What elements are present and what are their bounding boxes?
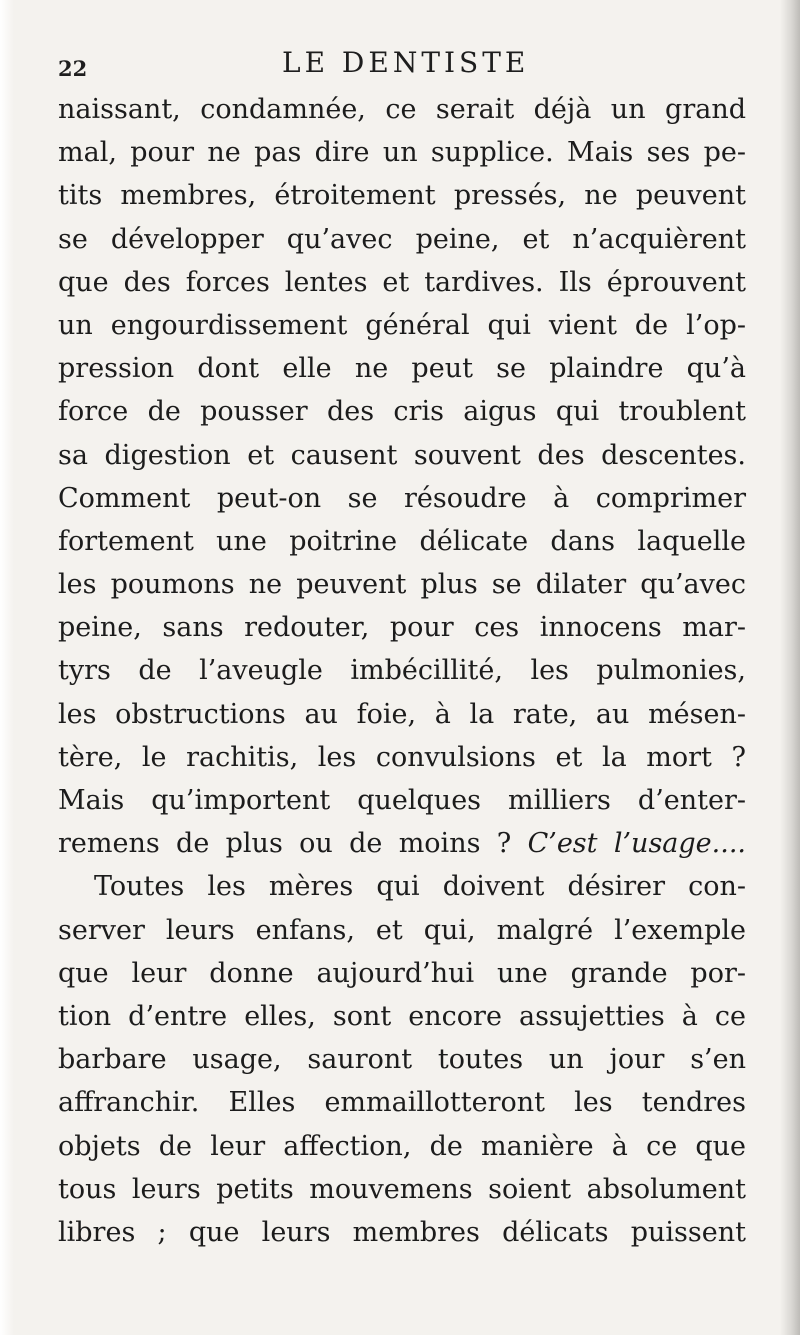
page-header: [58, 46, 744, 86]
text-line: tyrs de l’aveugle imbécillité, les pulmonies,: [58, 655, 746, 687]
text-line: affranchir. Elles emmaillotteront les tendres: [58, 1087, 746, 1119]
text-line: libres ; que leurs membres délicats puissent: [58, 1216, 746, 1248]
text-line: les obstructions au foie, à la rate, au mésen-: [58, 698, 746, 730]
text-line: que des forces lentes et tardives. Ils éprouvent: [58, 266, 746, 298]
text-line: objets de leur affection, de manière à ce que: [58, 1130, 746, 1162]
text-line: barbare usage, sauront toutes un jour s’en: [58, 1044, 746, 1076]
text-line: Mais qu’importent quelques milliers d’enter-: [58, 785, 746, 816]
paragraph-start-line: Toutes les mères qui doivent désirer con-: [94, 871, 746, 903]
text-line: les poumons ne peuvent plus se dilater qu’avec: [58, 569, 746, 601]
text-line: tous leurs petits mouvemens soient absolument: [58, 1173, 746, 1205]
text-line: pression dont elle ne peut se plaindre qu’à: [58, 353, 746, 385]
text-line: un engourdissement général qui vient de l’op-: [58, 309, 746, 341]
text-line-closing: [58, 822, 746, 865]
text-line: server leurs enfans, et qui, malgré l’exemple: [58, 914, 746, 946]
text-line: que leur donne aujourd’hui une grande por-: [58, 957, 746, 989]
running-head: LE DENTISTE: [282, 46, 530, 79]
text-line: se développer qu’avec peine, et n’acquièrent: [58, 223, 746, 255]
text-line: peine, sans redouter, pour ces innocens mar-: [58, 612, 746, 644]
text-line: Comment peut-on se résoudre à comprimer: [58, 482, 746, 514]
closing-italic: C’est l’usage....: [527, 828, 746, 860]
text-line: mal, pour ne pas dire un supplice. Mais ses pe-: [58, 137, 746, 169]
text-line: tère, le rachitis, les convulsions et la mort ?: [58, 741, 746, 773]
text-line: naissant, condamnée, ce serait déjà un grand: [58, 94, 746, 125]
text-line: tits membres, étroitement pressés, ne peuvent: [58, 180, 746, 212]
body-text: [58, 88, 746, 1254]
text-line: force de pousser des cris aigus qui troublent: [58, 396, 746, 428]
text-line: sa digestion et causent souvent des descentes.: [58, 439, 746, 471]
page-number: 22: [58, 56, 88, 81]
text-line: fortement une poitrine délicate dans laquelle: [58, 525, 746, 557]
text-line: tion d’entre elles, sont encore assujetties à ce: [58, 1000, 746, 1032]
closing-text: remens de plus ou de moins ?: [58, 828, 528, 860]
